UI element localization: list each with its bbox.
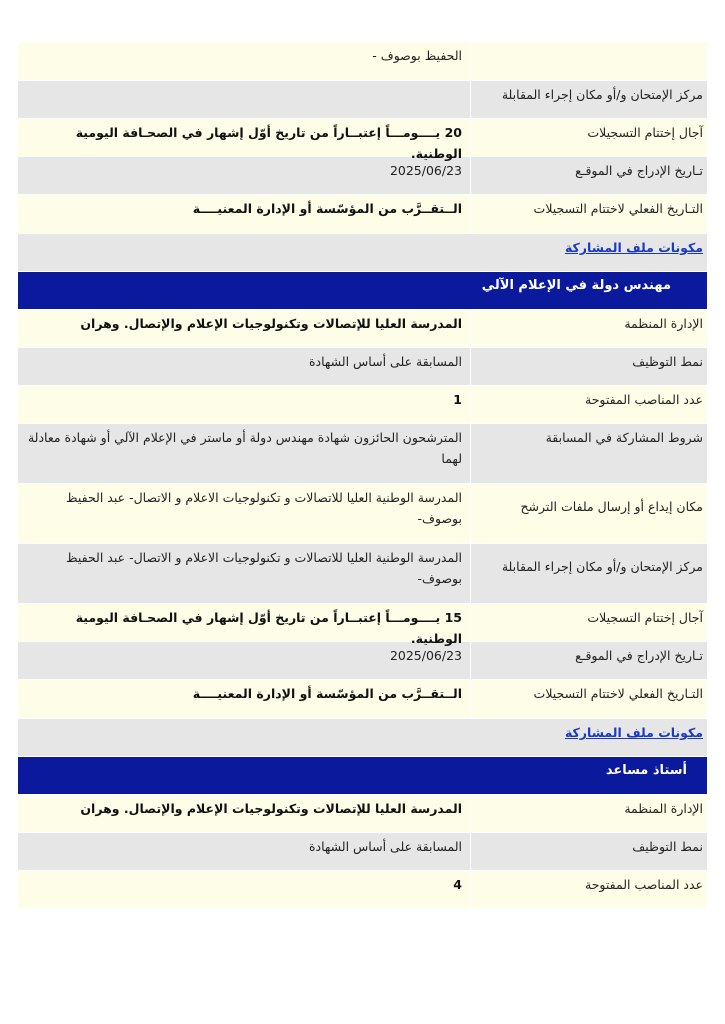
- exam-center-row-2: [18, 544, 707, 604]
- actual-close-row: [18, 195, 707, 234]
- mode-label-3: نمط التوظيف: [632, 839, 703, 854]
- posting-date-row: [18, 157, 707, 195]
- posting-date-row-2: [18, 642, 707, 680]
- exam-center-value: [18, 81, 471, 118]
- posting-date-value: 2025/06/23: [18, 157, 471, 194]
- actual-close-value-2: الــتقــرَّب من المؤسّسة أو الإدارة المعنيــــة: [18, 680, 471, 718]
- job-title-header-2: أستاذ مساعد: [605, 763, 687, 778]
- exam-center-value-2: المدرسة الوطنية العليا للاتصالات و تكنولوجيات الاعلام و الاتصال- عبد الحفيظ بوصوف-: [18, 544, 471, 603]
- place-label-empty: [471, 42, 707, 80]
- exam-center-label-2: مركز الإمتحان و/أو مكان إجراء المقابلة: [501, 559, 703, 574]
- deadline-value-2: 15 يــــومـــاً إعتبــاراً من تاريخ أوّل إشهار في الصحـافة اليومية الوطنية.: [18, 604, 471, 641]
- mode-value: المسابقة على أساس الشهادة: [18, 348, 471, 385]
- actual-close-value: الــتقــرَّب من المؤسّسة أو الإدارة المعنيــــة: [18, 195, 471, 233]
- mode-row: [18, 348, 707, 386]
- posting-date-label: تـاريخ الإدراج في الموقـع: [575, 163, 703, 178]
- components-row-2: [18, 719, 707, 757]
- org-label-3: الإدارة المنظمة: [624, 801, 703, 816]
- place-row-tail: [18, 42, 707, 81]
- actual-close-label: التـاريخ الفعلي لاختتام التسجيلات: [533, 201, 703, 216]
- org-value-3: المدرسة العليا للإتصالات وتكنولوجيات الإعلام والإتصال. وهران: [18, 795, 471, 832]
- mode-value-3: المسابقة على أساس الشهادة: [18, 833, 471, 870]
- deadline-value: 20 يــــومـــاً إعتبــاراً من تاريخ أوّل إشهار في الصحـافة اليومية الوطنية.: [18, 119, 471, 156]
- deposit-value: المدرسة الوطنية العليا للاتصالات و تكنولوجيات الاعلام و الاتصال- عبد الحفيظ بوصوف-: [18, 484, 471, 543]
- deadline-row-2: [18, 604, 707, 646]
- job-header-row-2: [18, 757, 707, 795]
- deadline-row: [18, 119, 707, 161]
- org-row: [18, 310, 707, 348]
- posts-value: 1: [18, 386, 471, 423]
- deposit-label: مكان إيداع أو إرسال ملفات الترشح: [520, 499, 703, 514]
- components-row: [18, 234, 707, 272]
- posts-value-3: 4: [18, 871, 471, 908]
- actual-close-label-2: التـاريخ الفعلي لاختتام التسجيلات: [533, 686, 703, 701]
- posting-date-value-2: 2025/06/23: [18, 642, 471, 679]
- actual-close-row-2: [18, 680, 707, 719]
- exam-center-row: [18, 81, 707, 119]
- posts-row: [18, 386, 707, 424]
- mode-row-3: [18, 833, 707, 871]
- exam-center-label: مركز الإمتحان و/أو مكان إجراء المقابلة: [501, 87, 703, 102]
- conditions-value: المترشحون الحائزون شهادة مهندس دولة أو ماستر في الإعلام الآلي أو شهادة معادلة لهما: [18, 424, 471, 483]
- org-row-3: [18, 795, 707, 833]
- job-title-header: مهندس دولة في الإعلام الآلي: [481, 278, 671, 293]
- deadline-label-2: آجال إختتام التسجيلات: [587, 610, 703, 625]
- conditions-row: [18, 424, 707, 484]
- components-link-2[interactable]: مكونات ملف المشاركة: [564, 725, 703, 740]
- deadline-label: آجال إختتام التسجيلات: [587, 125, 703, 140]
- components-link[interactable]: مكونات ملف المشاركة: [564, 240, 703, 255]
- org-label: الإدارة المنظمة: [624, 316, 703, 331]
- posts-label-3: عدد المناصب المفتوحة: [585, 877, 703, 892]
- posts-row-3: [18, 871, 707, 909]
- place-value-tail: الحفيظ بوصوف -: [18, 42, 471, 80]
- mode-label: نمط التوظيف: [632, 354, 703, 369]
- job-listings-document: [18, 42, 707, 909]
- conditions-label: شروط المشاركة في المسابقة: [545, 430, 703, 445]
- posts-label: عدد المناصب المفتوحة: [585, 392, 703, 407]
- job-header-row: [18, 272, 707, 310]
- posting-date-label-2: تـاريخ الإدراج في الموقـع: [575, 648, 703, 663]
- deposit-row: [18, 484, 707, 544]
- org-value: المدرسة العليا للإتصالات وتكنولوجيات الإعلام والإتصال. وهران: [18, 310, 471, 347]
